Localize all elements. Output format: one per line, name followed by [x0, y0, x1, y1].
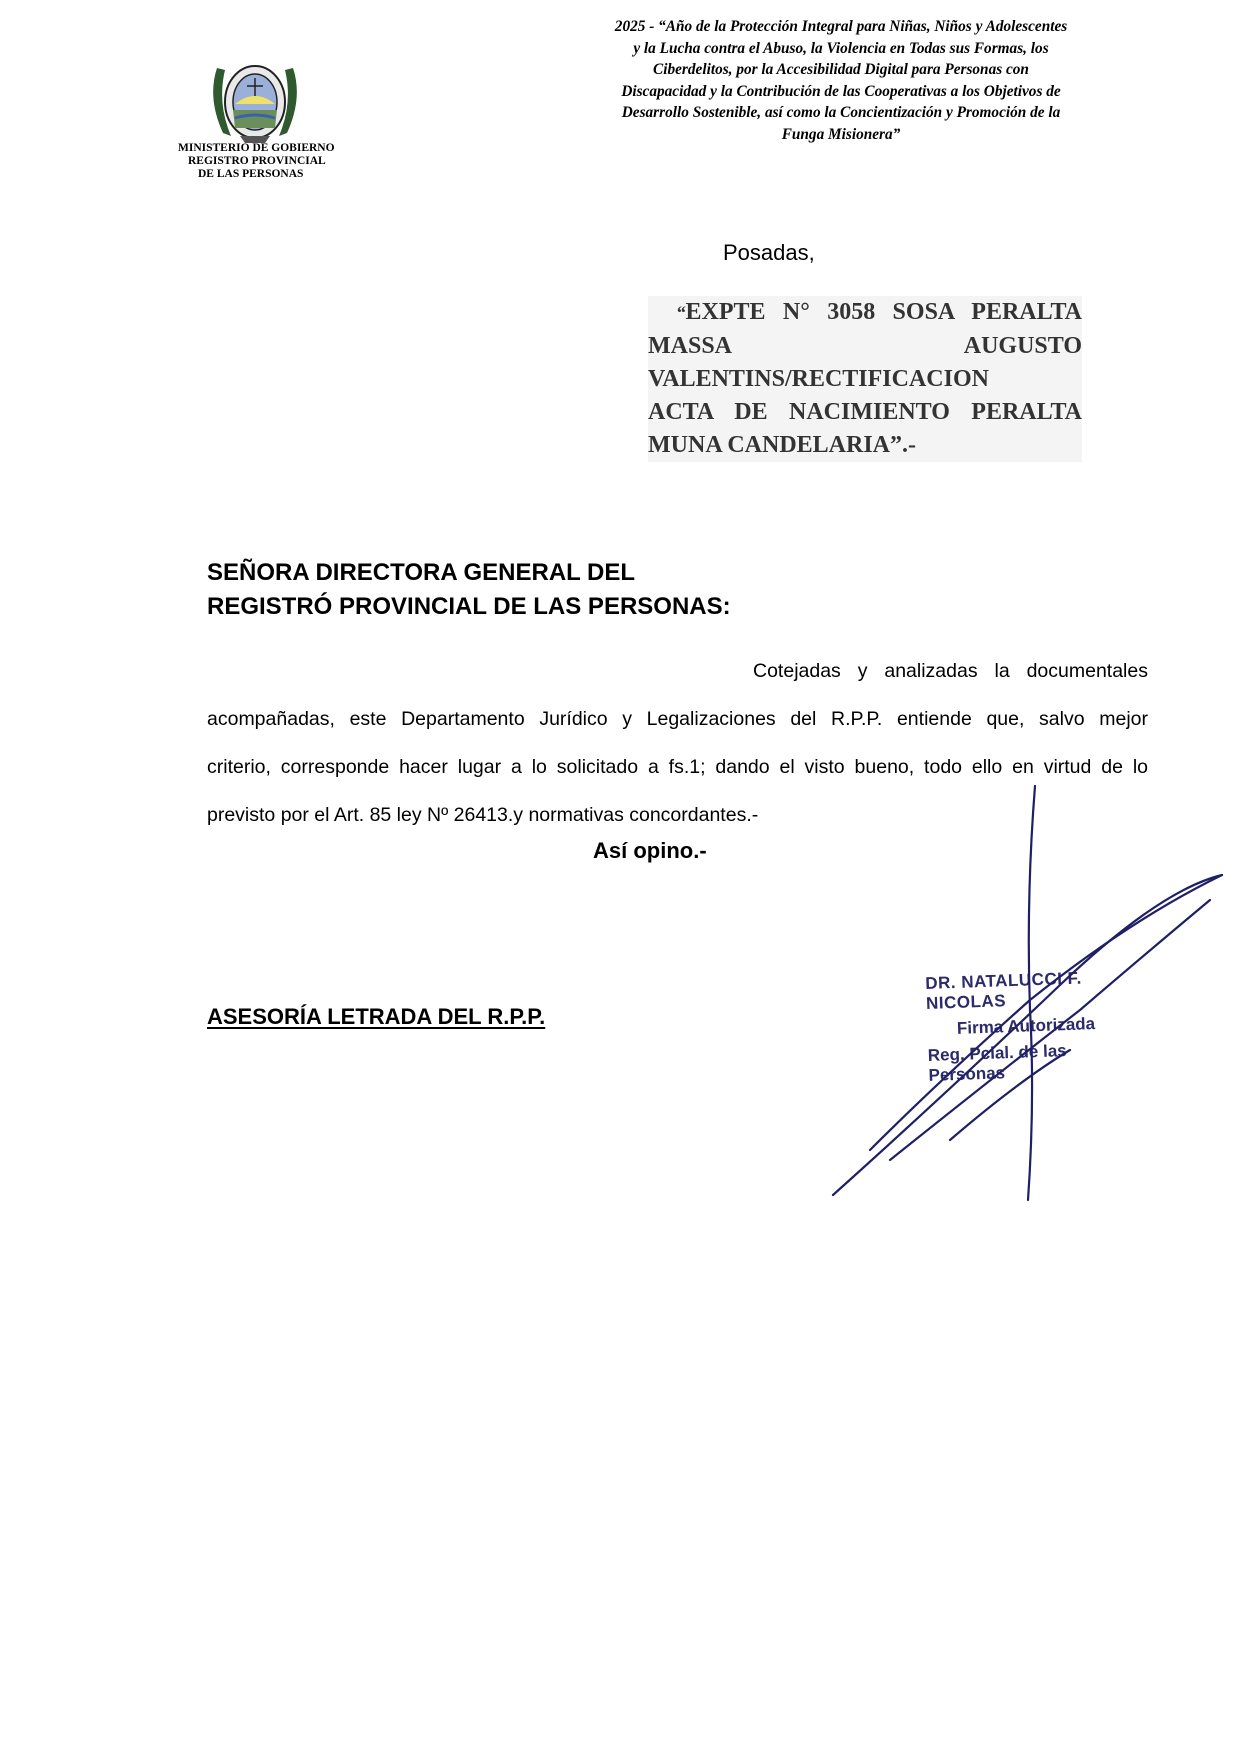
file-reference-text: EXPTE N° 3058 SOSA PERALTA — [685, 299, 1082, 325]
stamp-line: Reg. Pcial. de las Personas — [927, 1041, 1067, 1085]
body-line: criterio, corresponde hacer lugar a lo solicitado a fs.1; dando el visto bueno, todo ello en virtud de lo — [207, 756, 1148, 778]
body-line: previsto por el Art. 85 ley Nº 26413.y normativas concordantes.- — [207, 804, 759, 826]
file-reference — [648, 296, 1082, 462]
motto-line: Desarrollo Sostenible, así como la Concientización y Promoción de la — [621, 104, 1061, 121]
body-line: Cotejadas y analizadas la documentales — [753, 660, 1148, 682]
file-reference-line: ACTA DE NACIMIENTO PERALTA — [648, 396, 1082, 429]
office-signature-label: ASESORÍA LETRADA DEL R.P.P. — [207, 1004, 546, 1029]
ministry-line: DE LAS PERSONAS — [198, 168, 304, 180]
file-reference-line: MASSA AUGUSTO — [648, 330, 1082, 363]
addressee-line: REGISTRÓ PROVINCIAL DE LAS PERSONAS: — [207, 593, 731, 620]
addressee-line: SEÑORA DIRECTORA GENERAL DEL — [207, 559, 636, 586]
ministry-heading — [178, 142, 368, 181]
addressee — [207, 556, 731, 624]
quote-mark: “ — [676, 303, 686, 324]
handwritten-signature — [830, 780, 1230, 1210]
motto-line: Discapacidad y la Contribución de las Cooperativas a los Objetivos de — [621, 82, 1061, 100]
ministry-line: REGISTRO PROVINCIAL — [188, 155, 326, 167]
file-reference-line — [648, 296, 1082, 330]
ministry-line: MINISTERIO DE GOBIERNO — [178, 142, 335, 154]
body-line: acompañadas, este Departamento Jurídico y Legalizaciones del R.P.P. entiende que, salvo mejor — [207, 708, 1148, 730]
file-reference-line: MUNA CANDELARIA”.- — [648, 429, 1082, 462]
file-reference-line: VALENTINS/RECTIFICACION — [648, 363, 1082, 396]
stamp-line: DR. NATALUCCI F. NICOLAS — [925, 968, 1083, 1013]
year-motto — [560, 16, 1122, 145]
closing-statement: Así opino.- — [593, 838, 707, 863]
stamp-line: Firma Autorizada — [956, 1014, 1096, 1038]
motto-line: Ciberdelitos, por la Accesibilidad Digital para Personas con — [653, 61, 1029, 78]
motto-line: y la Lucha contra el Abuso, la Violencia en Todas sus Formas, los — [633, 39, 1049, 57]
city-date: Posadas, — [723, 240, 815, 265]
coat-of-arms-icon — [205, 48, 305, 146]
motto-line: Funga Misionera” — [781, 125, 901, 143]
motto-line: 2025 - “Año de la Protección Integral para Niñas, Niños y Adolescentes — [614, 18, 1068, 35]
